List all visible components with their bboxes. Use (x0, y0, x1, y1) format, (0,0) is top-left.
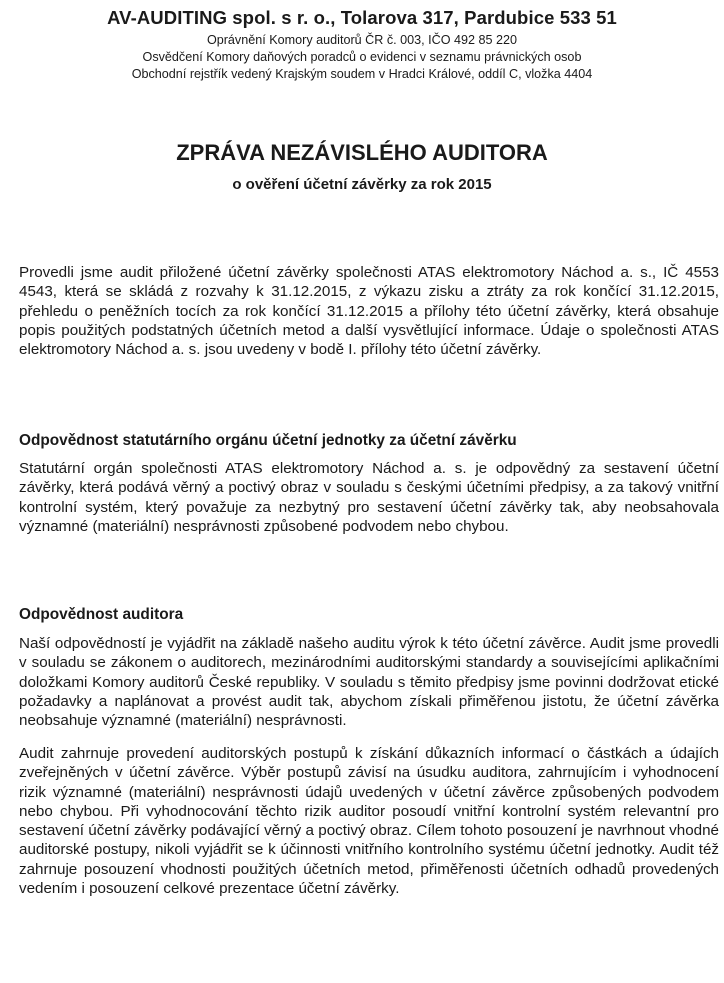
section-heading-auditor: Odpovědnost auditora (19, 606, 184, 623)
section-heading-statutory: Odpovědnost statutárního orgánu účetní jednotky za účetní závěrku (19, 432, 517, 449)
company-name: AV-AUDITING spol. s r. o., Tolarova 317, Pardubice 533 51 (107, 7, 617, 28)
tax-advisor-line: Osvědčení Komory daňových poradců o evidenci v seznamu právnických osob (142, 50, 582, 64)
license-line: Oprávnění Komory auditorů ČR č. 003, IČO 492 85 220 (206, 33, 518, 47)
auditor-paragraph-2: Audit zahrnuje provedení auditorských postupů k získání důkazních informací o částkách a údajích zveřejněných v účetní závěrce. Výběr postupů závisí na úsudku auditora, zahrnujícím i vyhodnocení rizik významné (materiální) nesprávnosti údajů uvedených v účetní závěrce způsobených podvodem nebo chybou. Při vyhodnocování těchto rizik auditor posoudí vnitřní kontrolní systém relevantní pro sestavení účetní závěrky podávající věrný a poctivý obraz. Cílem tohoto posouzení je navrhnout vhodné auditorské postupy, nikoli vyjádřit se k účinnosti vnitřního kontrolního systému účetní jednotky. Audit též zahrnuje posouzení vhodnosti použitých účetních metod, přiměřenosti účetních odhadů provedených vedením i posouzení celkové prezentace účetní závěrky. (19, 745, 719, 898)
report-title: ZPRÁVA NEZÁVISLÉHO AUDITORA (176, 140, 548, 165)
auditor-paragraph-1: Naší odpovědností je vyjádřit na základě našeho auditu výrok k této účetní závěrce. Audit jsme provedli v souladu se zákonem o auditorech, mezinárodními auditorskými standardy a souvisejícími aplikačními doložkami Komory auditorů České republiky. V souladu s těmito předpisy jsme povinni dodržovat etické požadavky a naplánovat a provést audit tak, abychom získali přiměřenou jistotu, že účetní závěrka neobsahuje významné (materiální) nesprávnosti. (19, 635, 719, 730)
registry-line: Obchodní rejstřík vedený Krajským soudem v Hradci Králové, oddíl C, vložka 4404 (131, 67, 593, 81)
statutory-paragraph: Statutární orgán společnosti ATAS elektromotory Náchod a. s. je odpovědný za sestavení účetní závěrky, která podává věrný a poctivý obraz v souladu s českými účetními předpisy, a za takový vnitřní kontrolní systém, který považuje za nezbytný pro sestavení účetní závěrky tak, aby neobsahovala významné (materiální) nesprávnosti způsobené podvodem nebo chybou. (19, 460, 719, 535)
intro-paragraph: Provedli jsme audit přiložené účetní závěrky společnosti ATAS elektromotory Náchod a. s., IČ 4553 4543, která se skládá z rozvahy k 31.12.2015, z výkazu zisku a ztráty za rok končící 31.12.2015, přehledu o peněžních tocích za rok končící 31.12.2015 a přílohy této účetní závěrky, která obsahuje popis použitých podstatných účetních metod a další vysvětlující informace. Údaje o společnosti ATAS elektromotory Náchod a. s. jsou uvedeny v bodě I. přílohy této účetní závěrky. (19, 264, 719, 359)
report-subtitle: o ověření účetní závěrky za rok 2015 (232, 176, 492, 193)
